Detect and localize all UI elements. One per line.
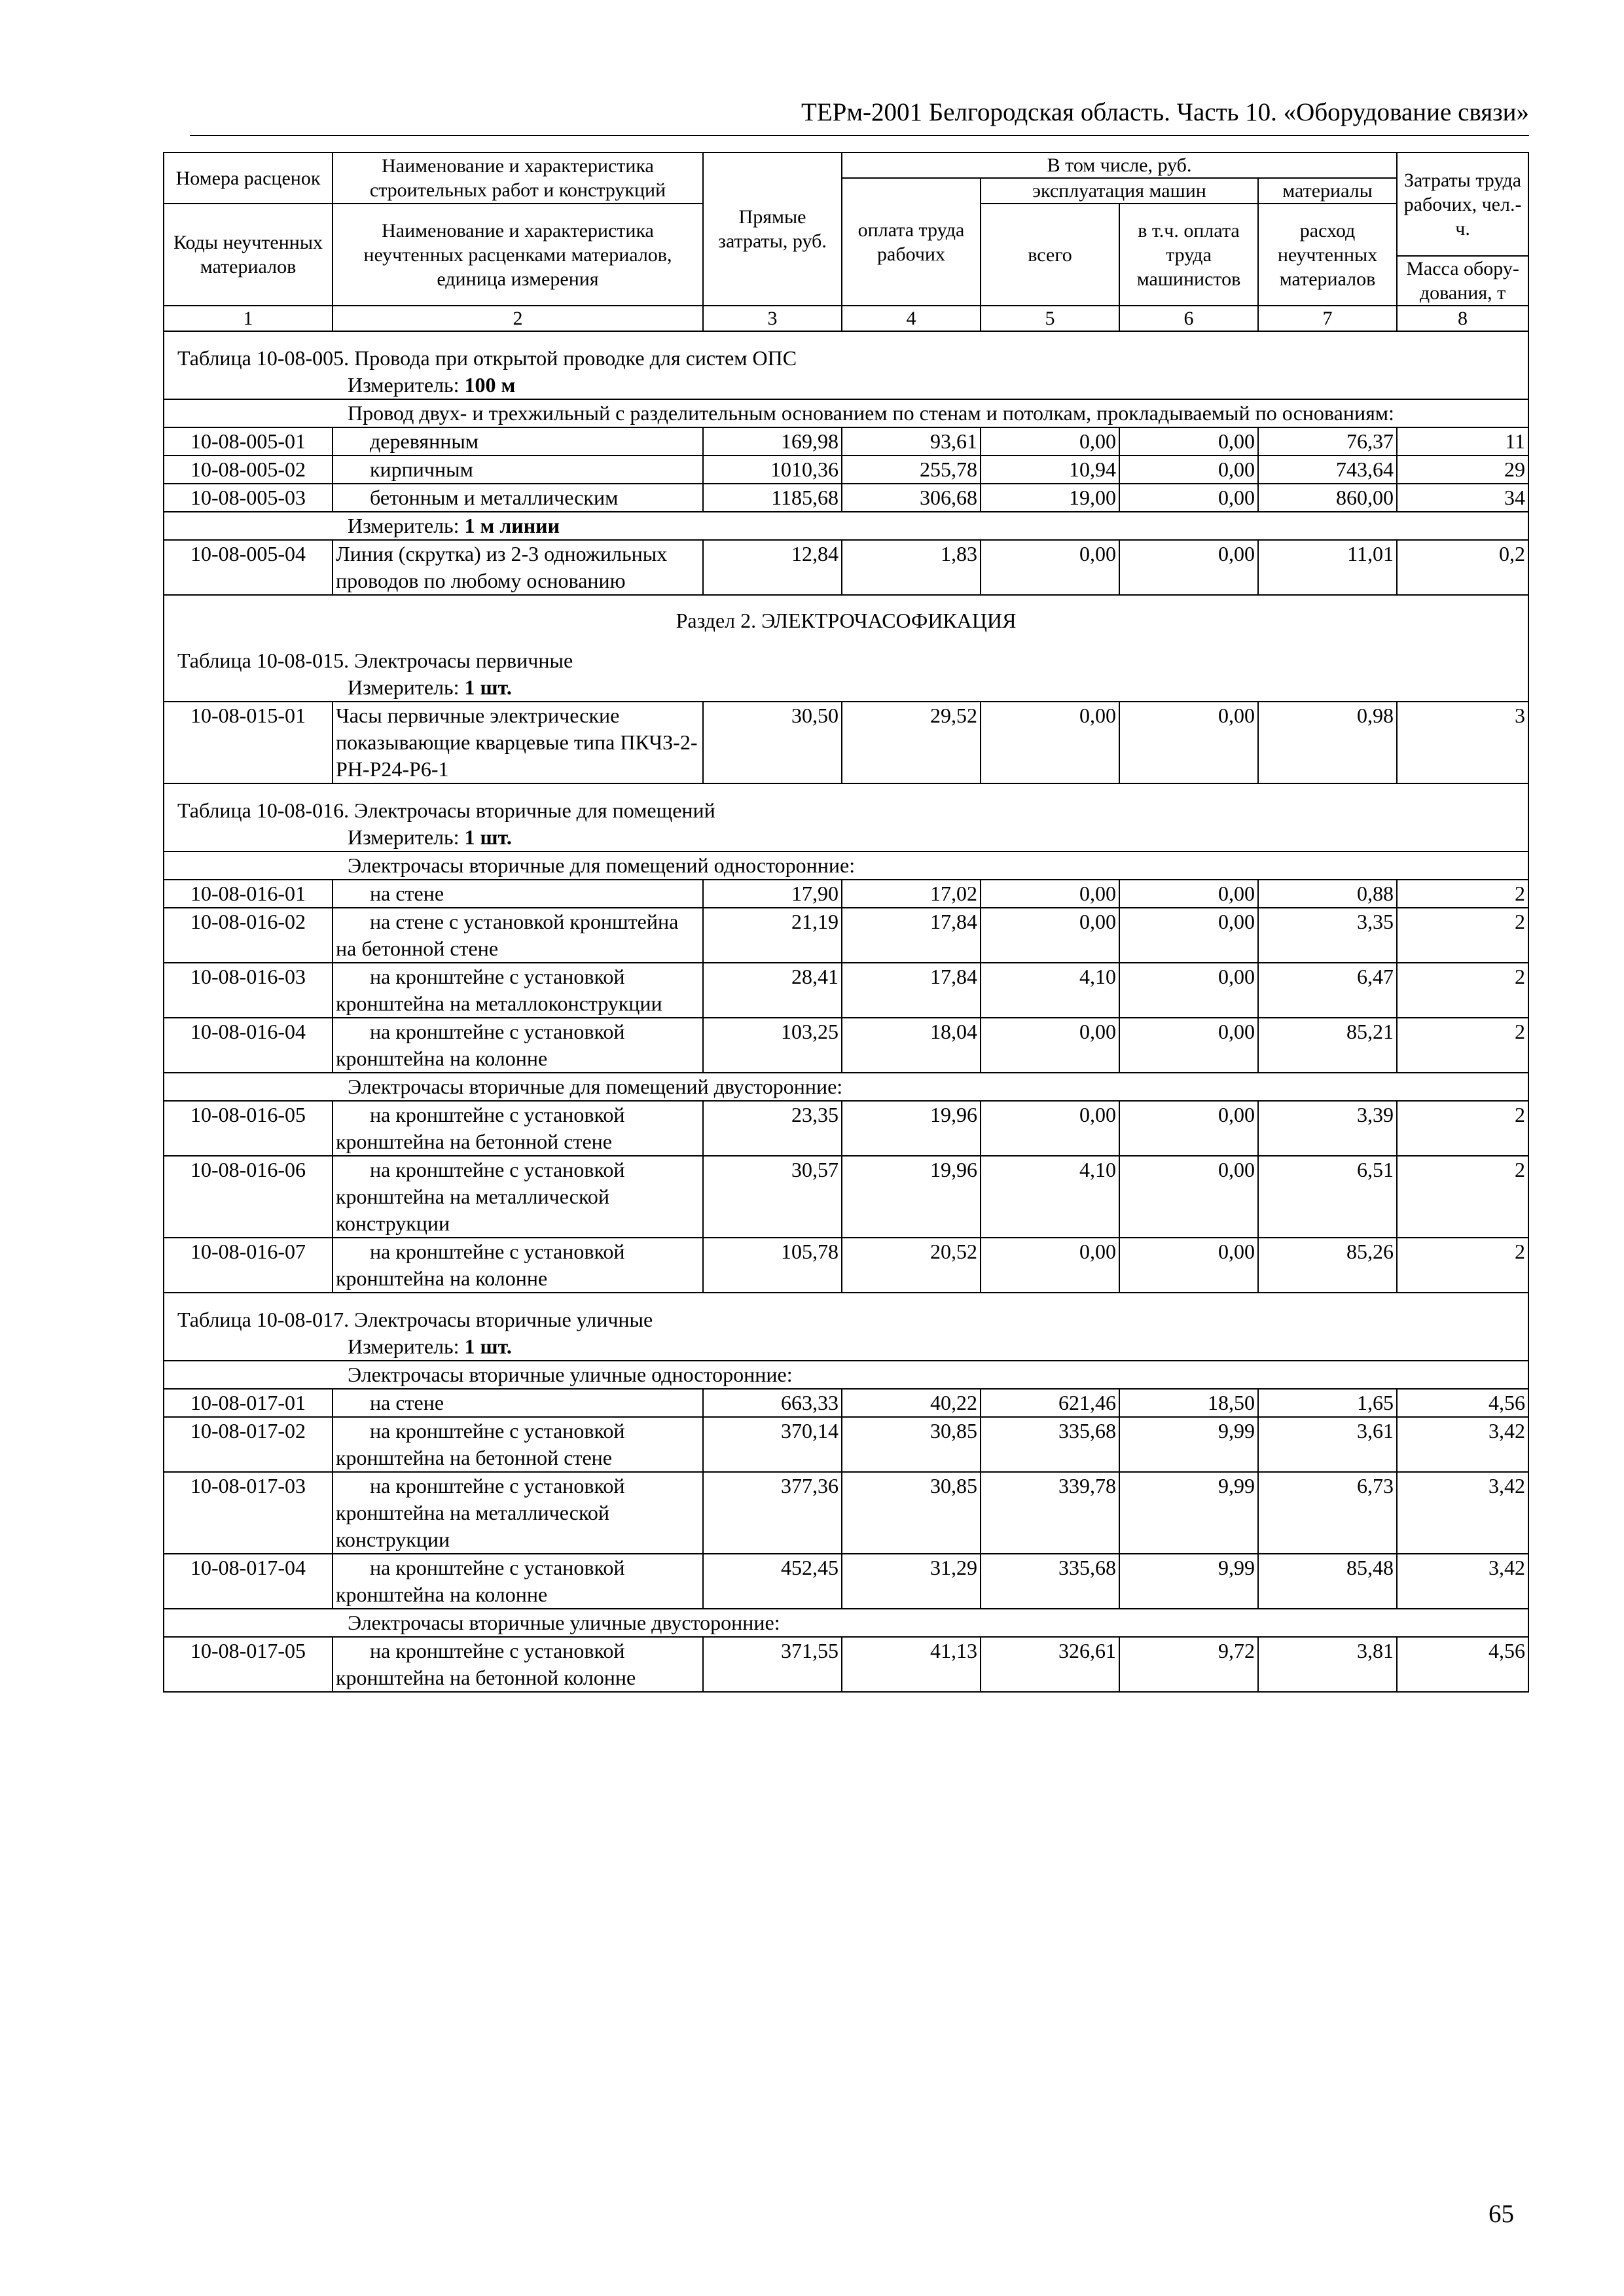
group-label: Электрочасы вторичные для помещений односторонние: [164,852,1528,880]
unit-prefix: Измеритель: [348,825,460,849]
machinists-pay-value: 0,00 [1119,540,1258,595]
col-rate-numbers: Номера расценок [164,152,333,204]
labor-hours-value: 2 [1397,963,1528,1018]
labor-pay-value: 20,52 [842,1238,981,1293]
labor-pay-value: 17,84 [842,908,981,963]
machinists-pay-value: 0,00 [1119,1101,1258,1156]
col-number: 6 [1119,306,1258,331]
col-number: 5 [981,306,1119,331]
unit-value: 100 м [464,373,516,397]
rate-code: 10-08-016-06 [164,1156,333,1238]
rate-name: на кронштейне с установкой кронштейна на бетонной колонне [333,1637,703,1692]
direct-costs-value: 28,41 [703,963,842,1018]
materials-value: 3,35 [1258,908,1397,963]
machines-total-value: 19,00 [981,484,1119,512]
rate-name: на кронштейне с установкой кронштейна на колонне [333,1554,703,1609]
materials-value: 1,65 [1258,1389,1397,1417]
table-title-017: Таблица 10-08-017. Электрочасы вторичные уличные [164,1293,1528,1333]
section-title: Раздел 2. ЭЛЕКТРОЧАСОФИКАЦИЯ [164,595,1528,634]
unit-prefix: Измеритель: [348,514,460,537]
unit-value: 1 шт. [464,825,512,849]
table-row [164,880,1528,908]
direct-costs-value: 1010,36 [703,456,842,484]
machines-total-value: 0,00 [981,1238,1119,1293]
rate-code: 10-08-016-05 [164,1101,333,1156]
table-row [164,702,1528,783]
machinists-pay-value: 0,00 [1119,1238,1258,1293]
materials-value: 860,00 [1258,484,1397,512]
rate-code: 10-08-005-03 [164,484,333,512]
labor-pay-value: 1,83 [842,540,981,595]
machinists-pay-value: 0,00 [1119,456,1258,484]
direct-costs-value: 30,50 [703,702,842,783]
materials-value: 85,48 [1258,1554,1397,1609]
materials-value: 11,01 [1258,540,1397,595]
labor-hours-value: 2 [1397,1101,1528,1156]
direct-costs-value: 12,84 [703,540,842,595]
direct-costs-value: 103,25 [703,1018,842,1073]
labor-pay-value: 306,68 [842,484,981,512]
col-labor-hours: Затраты труда рабочих, чел.-ч. [1397,152,1528,256]
rate-name: на кронштейне с установкой кронштейна на колонне [333,1018,703,1073]
col-number: 7 [1258,306,1397,331]
col-equipment-mass: Масса обору-дования, т [1397,256,1528,306]
machinists-pay-value: 0,00 [1119,1156,1258,1238]
labor-hours-value: 4,56 [1397,1389,1528,1417]
col-labor-pay: оплата труда рабочих [842,178,981,306]
rate-code: 10-08-017-01 [164,1389,333,1417]
labor-pay-value: 41,13 [842,1637,981,1692]
materials-value: 6,51 [1258,1156,1397,1238]
rate-name: на кронштейне с установкой кронштейна на металлической конструкции [333,1472,703,1554]
rate-code: 10-08-017-02 [164,1417,333,1472]
rate-code: 10-08-016-02 [164,908,333,963]
machines-total-value: 0,00 [981,540,1119,595]
direct-costs-value: 21,19 [703,908,842,963]
rate-name: кирпичным [333,456,703,484]
column-numbers-row [164,306,1528,331]
labor-hours-value: 2 [1397,908,1528,963]
materials-value: 85,26 [1258,1238,1397,1293]
unit-value: 1 м линии [464,514,560,537]
direct-costs-value: 370,14 [703,1417,842,1472]
materials-value: 85,21 [1258,1018,1397,1073]
machines-total-value: 0,00 [981,427,1119,456]
table-title-015: Таблица 10-08-015. Электрочасы первичные [164,634,1528,674]
table-heading-row [164,634,1528,674]
labor-pay-value: 30,85 [842,1417,981,1472]
col-materials: материалы [1258,178,1397,204]
table-row [164,1637,1528,1692]
table-row [164,1417,1528,1472]
labor-pay-value: 40,22 [842,1389,981,1417]
col-number: 2 [333,306,703,331]
materials-value: 743,64 [1258,456,1397,484]
direct-costs-value: 23,35 [703,1101,842,1156]
col-including: В том числе, руб. [842,152,1397,178]
labor-hours-value: 34 [1397,484,1528,512]
machinists-pay-value: 0,00 [1119,1018,1258,1073]
unit-label [164,1333,1528,1361]
materials-value: 3,61 [1258,1417,1397,1472]
machinists-pay-value: 9,99 [1119,1472,1258,1554]
direct-costs-value: 17,90 [703,880,842,908]
table-row [164,1472,1528,1554]
machines-total-value: 4,10 [981,1156,1119,1238]
rate-code: 10-08-017-04 [164,1554,333,1609]
col-machinists-pay: в т.ч. оплата труда машинистов [1119,204,1258,306]
labor-hours-value: 4,56 [1397,1637,1528,1692]
direct-costs-value: 377,36 [703,1472,842,1554]
table-row [164,1238,1528,1293]
rate-name: на кронштейне с установкой кронштейна на металлической конструкции [333,1156,703,1238]
page-header [190,97,1529,136]
group-row [164,1073,1528,1101]
unit-row [164,824,1528,852]
labor-pay-value: 255,78 [842,456,981,484]
group-row [164,1609,1528,1637]
labor-pay-value: 17,02 [842,880,981,908]
unit-label [164,512,1528,540]
table-row [164,1018,1528,1073]
rate-name: на стене с установкой кронштейна на бетонной стене [333,908,703,963]
labor-hours-value: 2 [1397,1018,1528,1073]
rate-name: на кронштейне с установкой кронштейна на бетонной стене [333,1417,703,1472]
table-row [164,484,1528,512]
machines-total-value: 339,78 [981,1472,1119,1554]
group-label-005: Провод двух- и трехжильный с разделительным основанием по стенам и потолкам, прокладываемый по основаниям: [164,399,1528,427]
group-row [164,852,1528,880]
labor-hours-value: 3,42 [1397,1417,1528,1472]
machinists-pay-value: 9,72 [1119,1637,1258,1692]
machinists-pay-value: 0,00 [1119,427,1258,456]
labor-pay-value: 19,96 [842,1101,981,1156]
rate-name: бетонным и металлическим [333,484,703,512]
direct-costs-value: 105,78 [703,1238,842,1293]
unit-row [164,372,1528,399]
col-machines-total: всего [981,204,1119,306]
labor-hours-value: 29 [1397,456,1528,484]
materials-value: 0,98 [1258,702,1397,783]
col-number: 8 [1397,306,1528,331]
labor-pay-value: 18,04 [842,1018,981,1073]
machinists-pay-value: 9,99 [1119,1554,1258,1609]
group-label: Электрочасы вторичные уличные двусторонние: [164,1609,1528,1637]
machines-total-value: 0,00 [981,1018,1119,1073]
rate-name: Часы первичные электрические показывающие кварцевые типа ПКЧЗ-2-РН-Р24-Р6-1 [333,702,703,783]
materials-value: 76,37 [1258,427,1397,456]
machinists-pay-value: 0,00 [1119,702,1258,783]
table-row [164,1101,1528,1156]
table-row [164,908,1528,963]
machinists-pay-value: 9,99 [1119,1417,1258,1472]
labor-pay-value: 19,96 [842,1156,981,1238]
materials-value: 3,39 [1258,1101,1397,1156]
rate-name: на кронштейне с установкой кронштейна на бетонной стене [333,1101,703,1156]
unit-value: 1 шт. [464,675,512,699]
machines-total-value: 0,00 [981,908,1119,963]
col-number: 4 [842,306,981,331]
machines-total-value: 326,61 [981,1637,1119,1692]
rate-code: 10-08-005-01 [164,427,333,456]
materials-value: 6,47 [1258,963,1397,1018]
col-material-codes: Коды неучтенных материалов [164,204,333,306]
unit-row [164,512,1528,540]
materials-value: 6,73 [1258,1472,1397,1554]
machinists-pay-value: 0,00 [1119,908,1258,963]
table-row [164,427,1528,456]
group-label: Электрочасы вторичные для помещений двусторонние: [164,1073,1528,1101]
col-direct-costs: Прямые затраты, руб. [703,152,842,306]
unit-label [164,372,1528,399]
table-row [164,1389,1528,1417]
rate-code: 10-08-016-04 [164,1018,333,1073]
direct-costs-value: 663,33 [703,1389,842,1417]
materials-value: 0,88 [1258,880,1397,908]
labor-hours-value: 3 [1397,702,1528,783]
machinists-pay-value: 18,50 [1119,1389,1258,1417]
rate-code: 10-08-015-01 [164,702,333,783]
col-number: 3 [703,306,842,331]
table-title-016: Таблица 10-08-016. Электрочасы вторичные для помещений [164,783,1528,824]
rate-name: на стене [333,1389,703,1417]
rate-name: деревянным [333,427,703,456]
table-heading-row [164,783,1528,824]
group-row [164,399,1528,427]
group-row [164,1361,1528,1389]
machines-total-value: 335,68 [981,1417,1119,1472]
rates-table [163,152,1529,1693]
table-row [164,963,1528,1018]
table-heading-row [164,331,1528,372]
unit-label [164,674,1528,702]
labor-hours-value: 2 [1397,1156,1528,1238]
col-number: 1 [164,306,333,331]
labor-pay-value: 31,29 [842,1554,981,1609]
table-row [164,1156,1528,1238]
labor-hours-value: 3,42 [1397,1472,1528,1554]
table-header [164,152,1528,331]
direct-costs-value: 371,55 [703,1637,842,1692]
rate-code: 10-08-016-03 [164,963,333,1018]
labor-hours-value: 0,2 [1397,540,1528,595]
labor-pay-value: 17,84 [842,963,981,1018]
labor-pay-value: 93,61 [842,427,981,456]
machinists-pay-value: 0,00 [1119,484,1258,512]
unit-prefix: Измеритель: [348,373,460,397]
machinists-pay-value: 0,00 [1119,963,1258,1018]
machines-total-value: 0,00 [981,880,1119,908]
materials-value: 3,81 [1258,1637,1397,1692]
rate-name: на стене [333,880,703,908]
direct-costs-value: 30,57 [703,1156,842,1238]
rate-code: 10-08-016-07 [164,1238,333,1293]
rate-name: Линия (скрутка) из 2-3 одножильных проводов по любому основанию [333,540,703,595]
rate-code: 10-08-017-03 [164,1472,333,1554]
table-row [164,456,1528,484]
table-title-005: Таблица 10-08-005. Провода при открытой проводке для систем ОПС [164,331,1528,372]
direct-costs-value: 452,45 [703,1554,842,1609]
col-material-name: Наименование и характеристика неучтенных расценками материалов, единица измерения [333,204,703,306]
unit-prefix: Измеритель: [348,675,460,699]
labor-pay-value: 29,52 [842,702,981,783]
table-row [164,540,1528,595]
page-number: 65 [1489,2200,1514,2228]
rate-code: 10-08-005-04 [164,540,333,595]
col-unaccounted-materials: расход неучтенных материалов [1258,204,1397,306]
rate-name: на кронштейне с установкой кронштейна на колонне [333,1238,703,1293]
labor-hours-value: 3,42 [1397,1554,1528,1609]
section-heading-row [164,595,1528,634]
unit-value: 1 шт. [464,1335,512,1358]
machines-total-value: 0,00 [981,702,1119,783]
labor-hours-value: 2 [1397,1238,1528,1293]
unit-prefix: Измеритель: [348,1335,460,1358]
table-row [164,1554,1528,1609]
machinists-pay-value: 0,00 [1119,880,1258,908]
direct-costs-value: 169,98 [703,427,842,456]
rate-code: 10-08-005-02 [164,456,333,484]
labor-hours-value: 2 [1397,880,1528,908]
labor-pay-value: 30,85 [842,1472,981,1554]
machines-total-value: 0,00 [981,1101,1119,1156]
direct-costs-value: 1185,68 [703,484,842,512]
machines-total-value: 335,68 [981,1554,1119,1609]
unit-row [164,674,1528,702]
running-title: ТЕРм-2001 Белгородская область. Часть 10. «Оборудование связи» [801,98,1529,126]
labor-hours-value: 11 [1397,427,1528,456]
rate-code: 10-08-017-05 [164,1637,333,1692]
table-heading-row [164,1293,1528,1333]
machines-total-value: 10,94 [981,456,1119,484]
rate-name: на кронштейне с установкой кронштейна на металлоконструкции [333,963,703,1018]
col-machine-operation: эксплуатация машин [981,178,1258,204]
unit-label [164,824,1528,852]
rate-code: 10-08-016-01 [164,880,333,908]
machines-total-value: 4,10 [981,963,1119,1018]
unit-row [164,1333,1528,1361]
col-work-name: Наименование и характеристика строительных работ и конструкций [333,152,703,204]
group-label: Электрочасы вторичные уличные односторонние: [164,1361,1528,1389]
machines-total-value: 621,46 [981,1389,1119,1417]
